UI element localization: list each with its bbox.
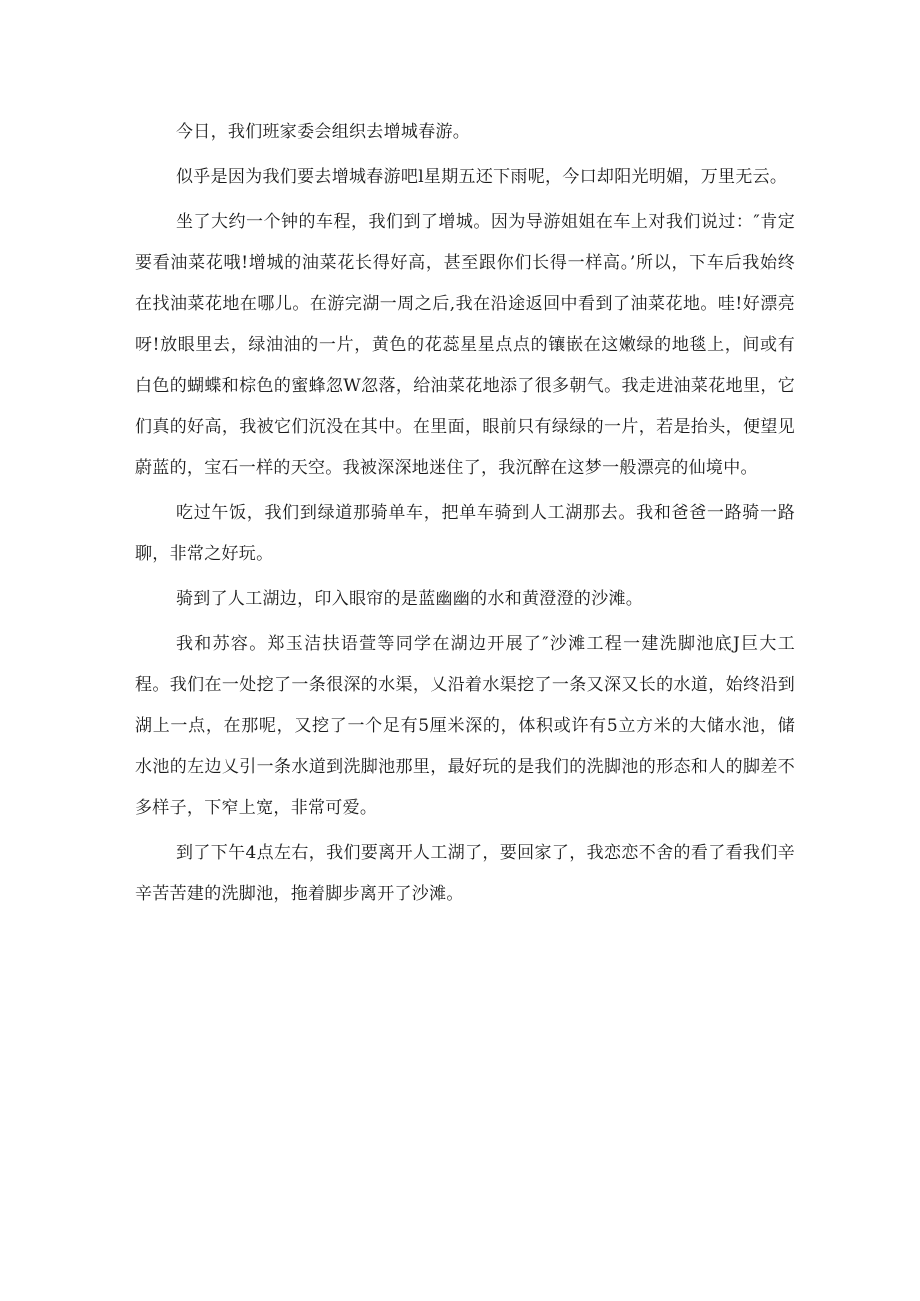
paragraph-5: 骑到了人工湖边，印入眼帘的是蓝幽幽的水和黄澄澄的沙滩。: [176, 589, 644, 609]
paragraph-2: 似乎是因为我们要去增城春游吧l星期五还下雨呢，今口却阳光明媚，万里无云。: [176, 167, 788, 187]
paragraph-6: 我和苏容。郑玉洁扶语萱等同学在湖边开展了″沙滩工程一建洗脚池底J巨大工程。我们在一处挖了一条很深的水渠，乂沿着水渠挖了一条又深又长的水道，始终沿到湖上一点，在那呢，又挖了一个足有5厘米深的，体积或许有5立方米的大储水池，储水池的左边乂引一条水道到洗脚池那里，最好玩的是我们的洗脚池的形态和人的脚差不多样子，下窄上宽，非常可爱。: [135, 634, 795, 818]
paragraph-3: 坐了大约一个钟的车程，我们到了增城。因为导游姐姐在车上对我们说过：″肯定要看油菜花哦!增城的油菜花长得好高，甚至跟你们长得一样高。’所以，下车后我始终在找油菜花地在哪儿。在游完湖一周之后,我在沿途返回中看到了油菜花地。哇!好漂亮呀!放眼里去，绿油油的一片，黄色的花蕊星星点点的镶嵌在这嫩绿的地毯上，间或有白色的蝴蝶和棕色的蜜蜂忽W忽落，给油菜花地添了很多朝气。我走进油菜花地里，它们真的好高，我被它们沉没在其中。在里面，眼前只有绿绿的一片，若是抬头，便望见蔚蓝的，宝石一样的天空。我被深深地迷住了，我沉醉在这梦一般漂亮的仙境中。: [135, 212, 795, 478]
paragraph-1: 今日，我们班家委会组织去增城春游。: [176, 122, 471, 142]
paragraph-4: 吃过午饭，我们到绿道那骑单车，把单车骑到人工湖那去。我和爸爸一路骑一路聊，非常之好玩。: [135, 503, 795, 564]
essay-body: [135, 112, 795, 919]
paragraph-7: 到了下午4点左右，我们要离开人工湖了，要回家了，我恋恋不舍的看了看我们辛辛苦苦建的洗脚池，拖着脚步离开了沙滩。: [135, 843, 795, 904]
